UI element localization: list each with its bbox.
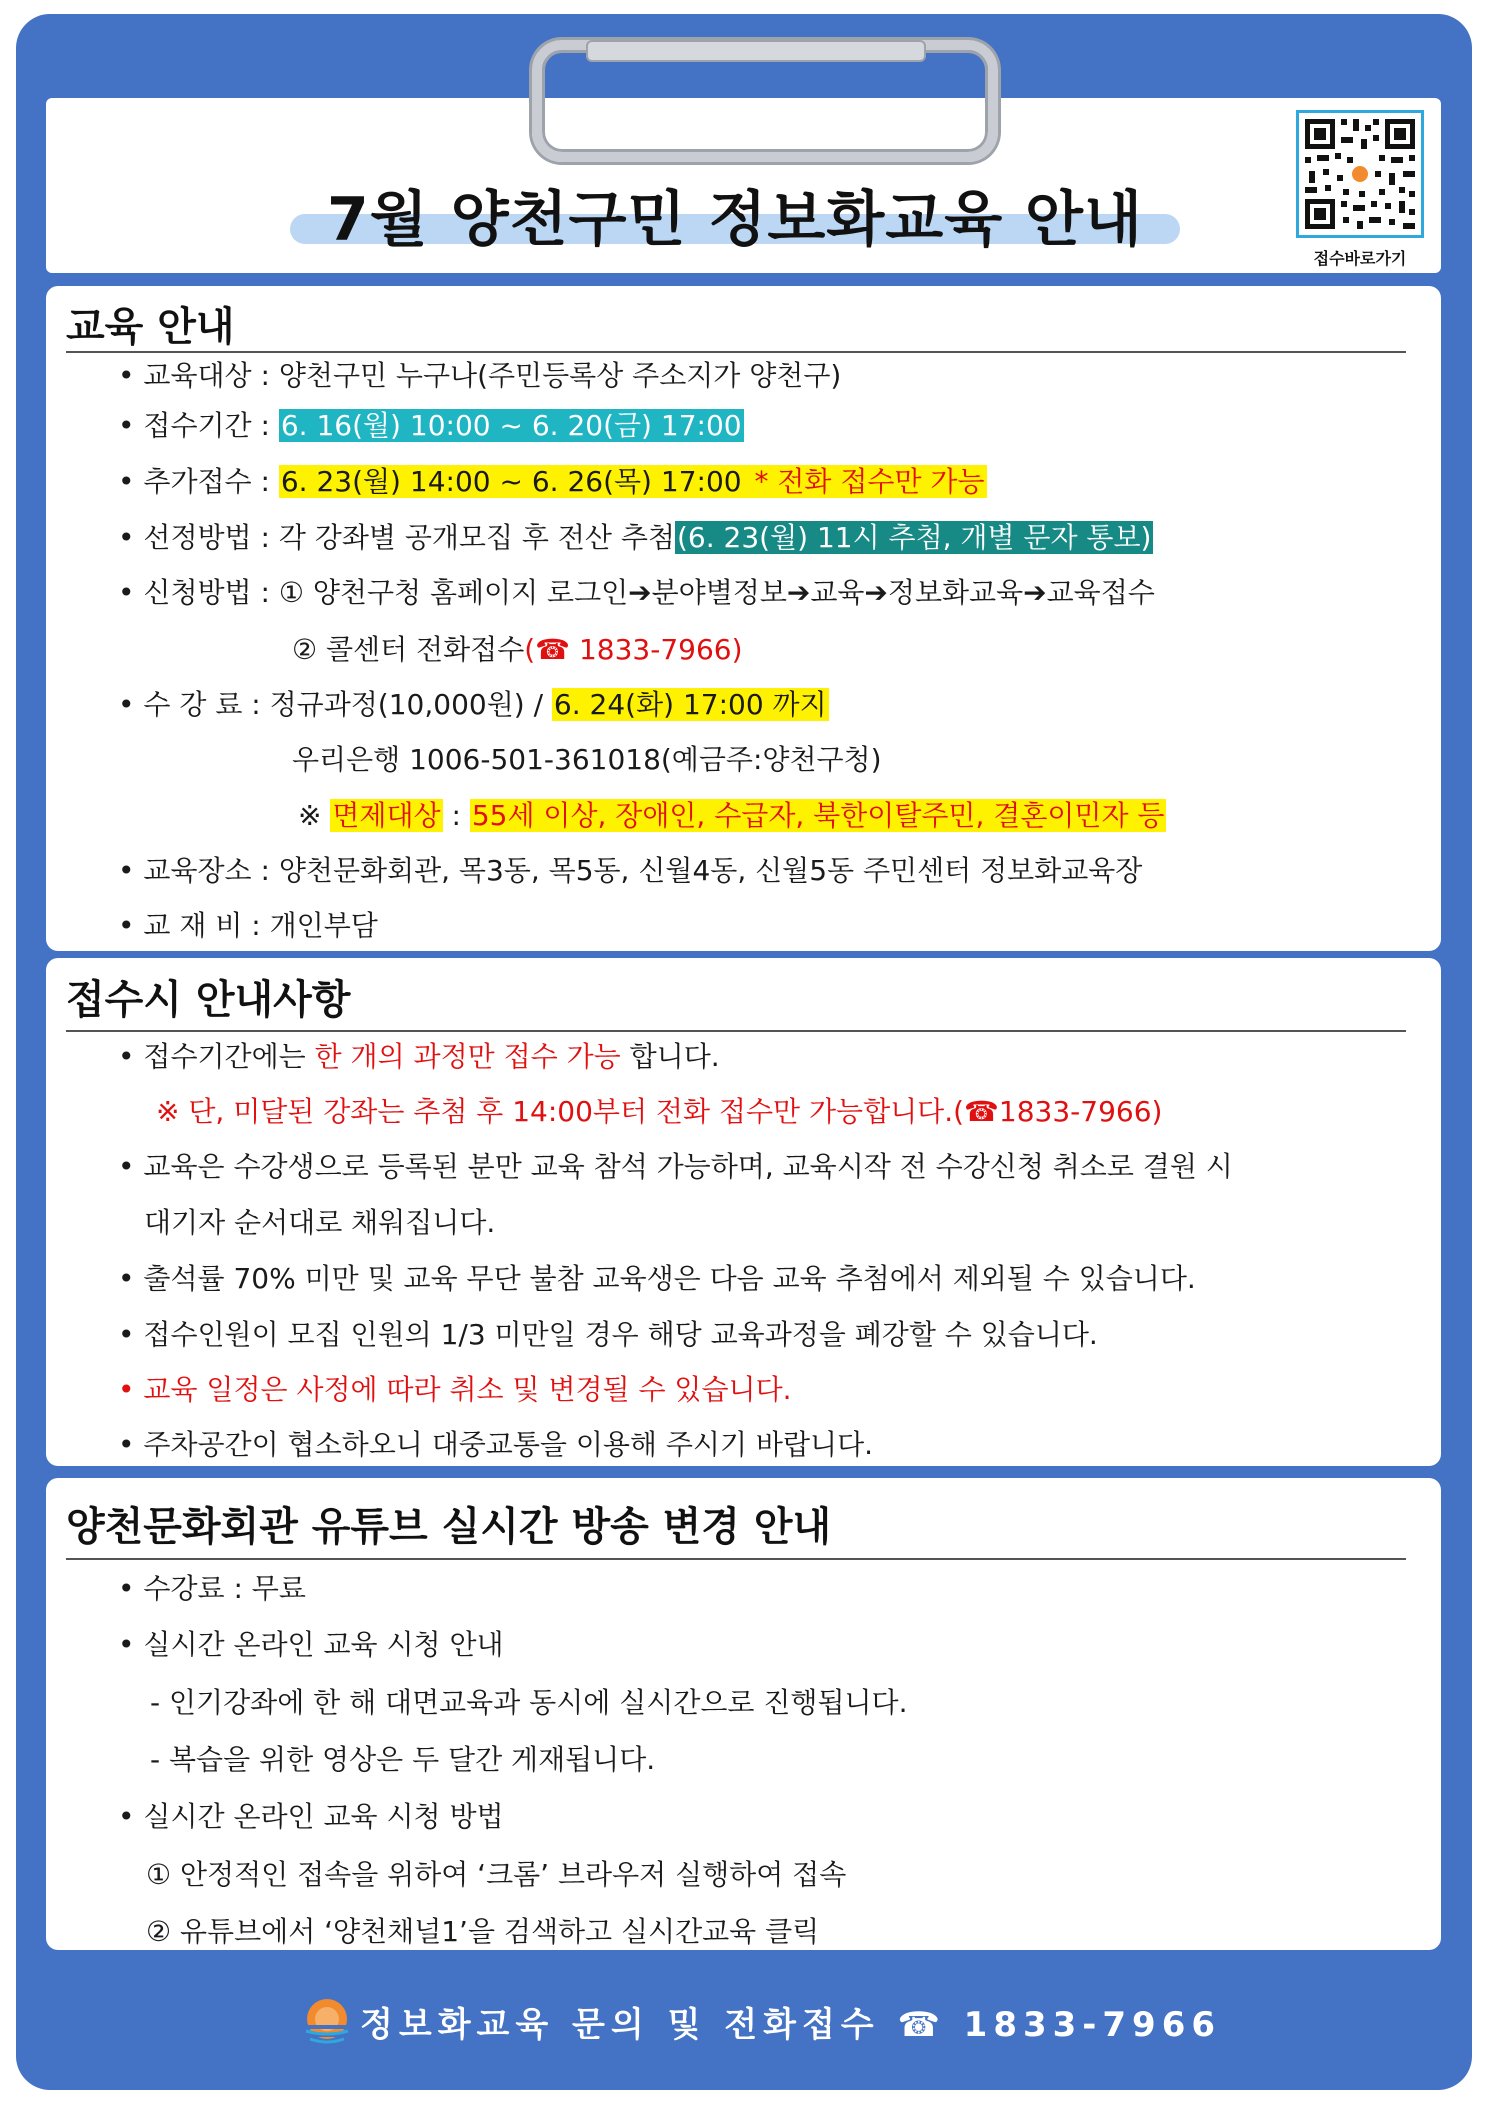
value-apply-1: ① 양천구청 홈페이지 로그인➔분야별정보➔교육➔정보화교육➔교육접수	[278, 576, 1155, 609]
youtube-line-4: - 복습을 위한 영상은 두 달간 게재됩니다.	[150, 1743, 656, 1776]
label-target: • 교육대상 :	[118, 359, 279, 392]
notice-1-emphasis: 한 개의 과정만 접수 가능	[314, 1040, 621, 1073]
footer-contact: 정보화교육 문의 및 전화접수 ☎ 1833-7966	[360, 2005, 1222, 2045]
row-place	[118, 851, 1142, 891]
youtube-line-3: - 인기강좌에 한 해 대면교육과 동시에 실시간으로 진행됩니다.	[150, 1686, 908, 1719]
row-book	[118, 906, 378, 946]
value-fee: 정규과정(10,000원) /	[269, 688, 552, 721]
youtube-line-2: • 실시간 온라인 교육 시청 안내	[118, 1628, 504, 1661]
sun-logo-icon	[300, 1995, 354, 2049]
row-apply-2	[292, 630, 743, 670]
qr-code-icon[interactable]	[1296, 110, 1424, 238]
section-title-education: 교육 안내	[66, 304, 235, 350]
label-apply: • 신청방법 :	[118, 576, 279, 609]
value-place: 양천문화회관, 목3동, 목5동, 신월4동, 신월5동 주민센터 정보화교육장	[278, 854, 1143, 887]
value-extra: 6. 23(월) 14:00 ~ 6. 26(목) 17:00	[280, 465, 751, 498]
label-fee: • 수 강 료 :	[118, 688, 270, 721]
note-extra: * 전화 접수만 가능	[754, 465, 985, 498]
exempt-value: 55세 이상, 장애인, 수급자, 북한이탈주민, 결혼이민자 등	[471, 799, 1165, 832]
value-bank: 우리은행 1006-501-361018(예금주:양천구청)	[292, 743, 882, 776]
row-target	[118, 356, 841, 396]
youtube-line-6: ① 안정적인 접속을 위하여 ‘크롬’ 브라우저 실행하여 접속	[146, 1858, 847, 1891]
phone-apply-2: (☎ 1833-7966)	[524, 633, 743, 666]
section-divider	[66, 351, 1406, 353]
exempt-label: 면제대상	[332, 799, 441, 832]
footer	[300, 1995, 1222, 2045]
youtube-line-7: ② 유튜브에서 ‘양천채널1’을 검색하고 실시간교육 클릭	[146, 1915, 820, 1948]
value-target: 양천구민 누구나(주민등록상 주소지가 양천구)	[278, 359, 842, 392]
clipboard-clip-bar	[586, 40, 926, 62]
notice-line-6: • 교육 일정은 사정에 따라 취소 및 변경될 수 있습니다.	[118, 1373, 792, 1406]
row-select	[118, 518, 1153, 558]
row-period	[118, 406, 744, 446]
exempt-mark: ※	[298, 799, 331, 832]
row-exempt	[298, 796, 1166, 836]
section-divider	[66, 1558, 1406, 1560]
section-divider	[66, 1030, 1406, 1032]
qr-label: 접수바로가기	[1313, 249, 1407, 268]
youtube-line-5: • 실시간 온라인 교육 시청 방법	[118, 1800, 504, 1833]
section-title-reception: 접수시 안내사항	[66, 977, 351, 1023]
notice-line-7: • 주차공간이 협소하오니 대중교통을 이용해 주시기 바랍니다.	[118, 1428, 874, 1461]
value-apply-2: ② 콜센터 전화접수	[292, 633, 525, 666]
label-period: • 접수기간 :	[118, 409, 279, 442]
notice-1-pre: • 접수기간에는	[118, 1040, 315, 1073]
label-book: • 교 재 비 :	[118, 909, 270, 942]
value-select: 각 강좌별 공개모집 후 전산 추첨	[278, 521, 675, 554]
row-bank	[292, 740, 882, 780]
notice-line-5: • 접수인원이 모집 인원의 1/3 미만일 경우 해당 교육과정을 폐강할 수 있습니다.	[118, 1318, 1098, 1351]
notice-line-3a: • 교육은 수강생으로 등록된 분만 교육 참석 가능하며, 교육시작 전 수강신청 취소로 결원 시	[118, 1150, 1233, 1183]
label-extra: • 추가접수 :	[118, 465, 279, 498]
value-book: 개인부담	[269, 909, 378, 942]
fee-deadline: 6. 24(화) 17:00 까지	[553, 688, 827, 721]
notice-line-1	[118, 1037, 720, 1077]
row-apply	[118, 573, 1155, 613]
notice-1-post: 합니다.	[620, 1040, 720, 1073]
row-fee	[118, 685, 829, 725]
row-extra	[118, 462, 987, 502]
notice-line-4: • 출석률 70% 미만 및 교육 무단 불참 교육생은 다음 교육 추첨에서 제외될 수 있습니다.	[118, 1262, 1196, 1295]
notice-line-3b: 대기자 순서대로 채워집니다.	[144, 1206, 496, 1239]
label-place: • 교육장소 :	[118, 854, 279, 887]
section-title-youtube: 양천문화회관 유튜브 실시간 방송 변경 안내	[66, 1504, 832, 1550]
youtube-line-1: • 수강료 : 무료	[118, 1572, 306, 1605]
title-block	[290, 172, 1180, 255]
value-period: 6. 16(월) 10:00 ~ 6. 20(금) 17:00	[280, 409, 742, 442]
label-select: • 선정방법 :	[118, 521, 279, 554]
notice-line-2: ※ 단, 미달된 강좌는 추첨 후 14:00부터 전화 접수만 가능합니다.(☎1833-7966)	[156, 1095, 1163, 1128]
page-title: 7월 양천구민 정보화교육 안내	[327, 185, 1143, 255]
exempt-colon: :	[442, 799, 470, 832]
note-select: (6. 23(월) 11시 추첨, 개별 문자 통보)	[676, 521, 1152, 554]
